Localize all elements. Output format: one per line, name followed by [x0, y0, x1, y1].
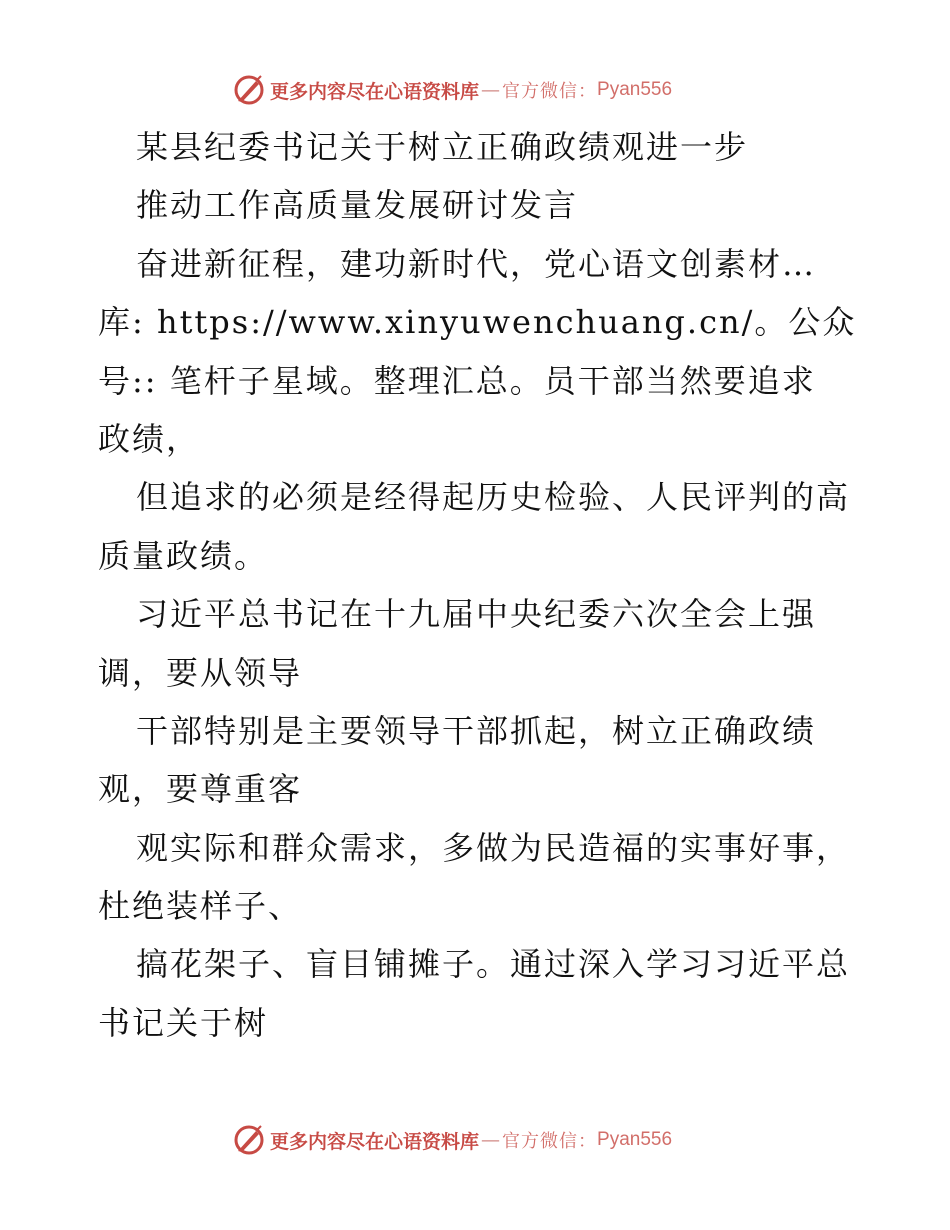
watermark-title: 更多内容尽在心语资料库 — [270, 80, 480, 103]
paragraph-line: 观，要尊重客 — [98, 770, 303, 809]
paragraph-line: 干部特别是主要领导干部抓起，树立正确政绩 — [136, 711, 817, 750]
paragraph-line: 但追求的必须是经得起历史检验、人民评判的高 — [136, 478, 851, 517]
quill-logo-icon — [232, 73, 266, 107]
document-body — [98, 118, 858, 1052]
watermark-wechat-label: 官方微信： — [502, 81, 598, 102]
watermark-wechat-id: Pyan556 — [597, 1129, 673, 1150]
paragraph-line: 书记关于树 — [98, 1003, 269, 1042]
paragraph-line: 搞花架子、盲目铺摊子。通过深入学习习近平总 — [136, 945, 851, 984]
paragraph-line: 奋进新征程，建功新时代，党心语文创素材… — [136, 244, 817, 283]
paragraph-line: 观实际和群众需求，多做为民造福的实事好事， — [136, 828, 851, 867]
footer-watermark — [232, 1122, 712, 1158]
title-line: 某县纪委书记关于树立正确政绩观进一步 — [136, 128, 749, 166]
watermark-dash: — — [481, 1129, 501, 1151]
watermark-wechat-id: Pyan556 — [597, 79, 673, 100]
watermark-wechat-label: 官方微信： — [502, 1131, 598, 1152]
header-watermark — [232, 72, 712, 108]
watermark-title: 更多内容尽在心语资料库 — [270, 1130, 480, 1153]
watermark-dash: — — [481, 79, 501, 101]
paragraph-line: 质量政绩。 — [98, 536, 269, 575]
paragraph-line: 号:: 笔杆子星域。整理汇总。员干部当然要追求 — [98, 361, 816, 400]
url-text: 库: https://www.xinyuwenchuang.cn/。公众 — [98, 303, 857, 342]
paragraph-line: 调，要从领导 — [98, 653, 303, 692]
paragraph-line: 习近平总书记在十九届中央纪委六次全会上强 — [136, 595, 817, 634]
title-line: 推动工作高质量发展研讨发言 — [136, 186, 579, 225]
paragraph-line-url — [98, 293, 858, 351]
paragraph-line: 杜绝装样子、 — [98, 887, 303, 926]
paragraph-line: 政绩， — [98, 419, 201, 458]
quill-logo-icon — [232, 1123, 266, 1157]
